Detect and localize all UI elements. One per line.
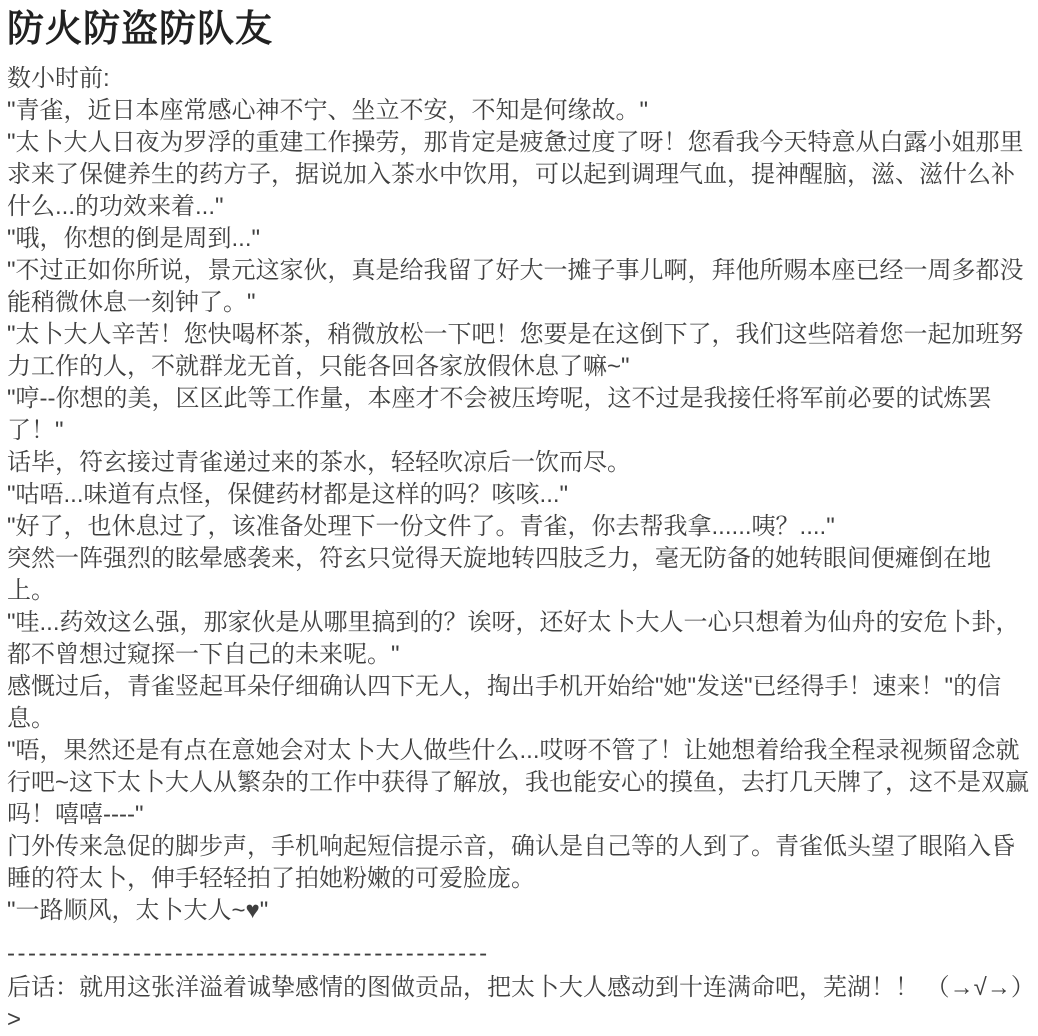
text-line: 都不曾想过窥探一下自己的未来呢。" <box>7 641 400 668</box>
text-line: 求来了保健养生的药方子，据说加入茶水中饮用，可以起到调理气血，提神醒脑，滋、滋什么补 <box>7 161 1015 188</box>
text-line: "不过正如你所说，景元这家伙，真是给我留了好大一摊子事儿啊，拜他所赐本座已经一周多都没 <box>7 257 1024 284</box>
text-line: 吗！嘻嘻----" <box>7 801 144 828</box>
text-line: 门外传来急促的脚步声，手机响起短信提示音，确认是自己等的人到了。青雀低头望了眼陷入昏 <box>7 833 1015 860</box>
divider-dashed-line: ---------------------------------------------- <box>7 940 490 967</box>
text-line: "咕唔...味道有点怪，保健药材都是这样的吗？咳咳..." <box>7 481 569 508</box>
text-line: "太卜大人辛苦！您快喝杯茶，稍微放松一下吧！您要是在这倒下了，我们这些陪着您一起加班努 <box>7 321 1024 348</box>
text-line: "哼--你想的美，区区此等工作量，本座才不会被压垮呢，这不过是我接任将军前必要的试炼罢 <box>7 385 992 412</box>
text-line: "唔，果然还是有点在意她会对太卜大人做些什么...哎呀不管了！让她想着给我全程录视频留念就 <box>7 737 1020 764</box>
text-line: 突然一阵强烈的眩晕感袭来，符玄只觉得天旋地转四肢乏力，毫无防备的她转眼间便瘫倒在地 <box>7 545 991 572</box>
text-line: 睡的符太卜，伸手轻轻拍了拍她粉嫩的可爱脸庞。 <box>7 865 535 892</box>
text-line: 了！" <box>7 417 64 444</box>
text-line: 上。 <box>7 577 55 604</box>
page-title: 防火防盗防队友 <box>7 8 273 49</box>
text-line: 后话：就用这张洋溢着诚挚感情的图做贡品，把太卜大人感动到十连满命吧，芜湖！！ （→√→） <box>7 974 1035 1001</box>
text-line: > <box>7 1006 22 1033</box>
text-line: 数小时前: <box>7 65 110 92</box>
text-line: 能稍微休息一刻钟了。" <box>7 289 256 316</box>
text-line: "太卜大人日夜为罗浮的重建工作操劳，那肯定是疲惫过度了呀！您看我今天特意从白露小姐那里 <box>7 129 1024 156</box>
text-line: 息。 <box>7 705 55 732</box>
text-line: 行吧~这下太卜大人从繁杂的工作中获得了解放，我也能安心的摸鱼，去打几天牌了，这不是双赢 <box>7 769 1030 796</box>
text-line: "哇...药效这么强，那家伙是从哪里搞到的？诶呀，还好太卜大人一心只想着为仙舟的安危卜卦， <box>7 609 1020 636</box>
text-line: 什么...的功效来着..." <box>7 193 224 220</box>
story-body <box>7 63 1032 927</box>
text-line: 话毕，符玄接过青雀递过来的茶水，轻轻吹凉后一饮而尽。 <box>7 449 631 476</box>
text-line: "哦，你想的倒是周到..." <box>7 225 261 252</box>
text-line: "青雀，近日本座常感心神不宁、坐立不安，不知是何缘故。" <box>7 97 649 124</box>
story-footer <box>7 972 1035 1036</box>
text-line: "一路顺风，太卜大人~♥" <box>7 897 269 924</box>
text-line: "好了，也休息过了，该准备处理下一份文件了。青雀，你去帮我拿......咦？...." <box>7 513 835 540</box>
text-line: 力工作的人，不就群龙无首，只能各回各家放假休息了嘛~" <box>7 353 630 380</box>
text-line: 感慨过后，青雀竖起耳朵仔细确认四下无人，掏出手机开始给"她"发送"已经得手！速来！"的信 <box>7 673 1002 700</box>
